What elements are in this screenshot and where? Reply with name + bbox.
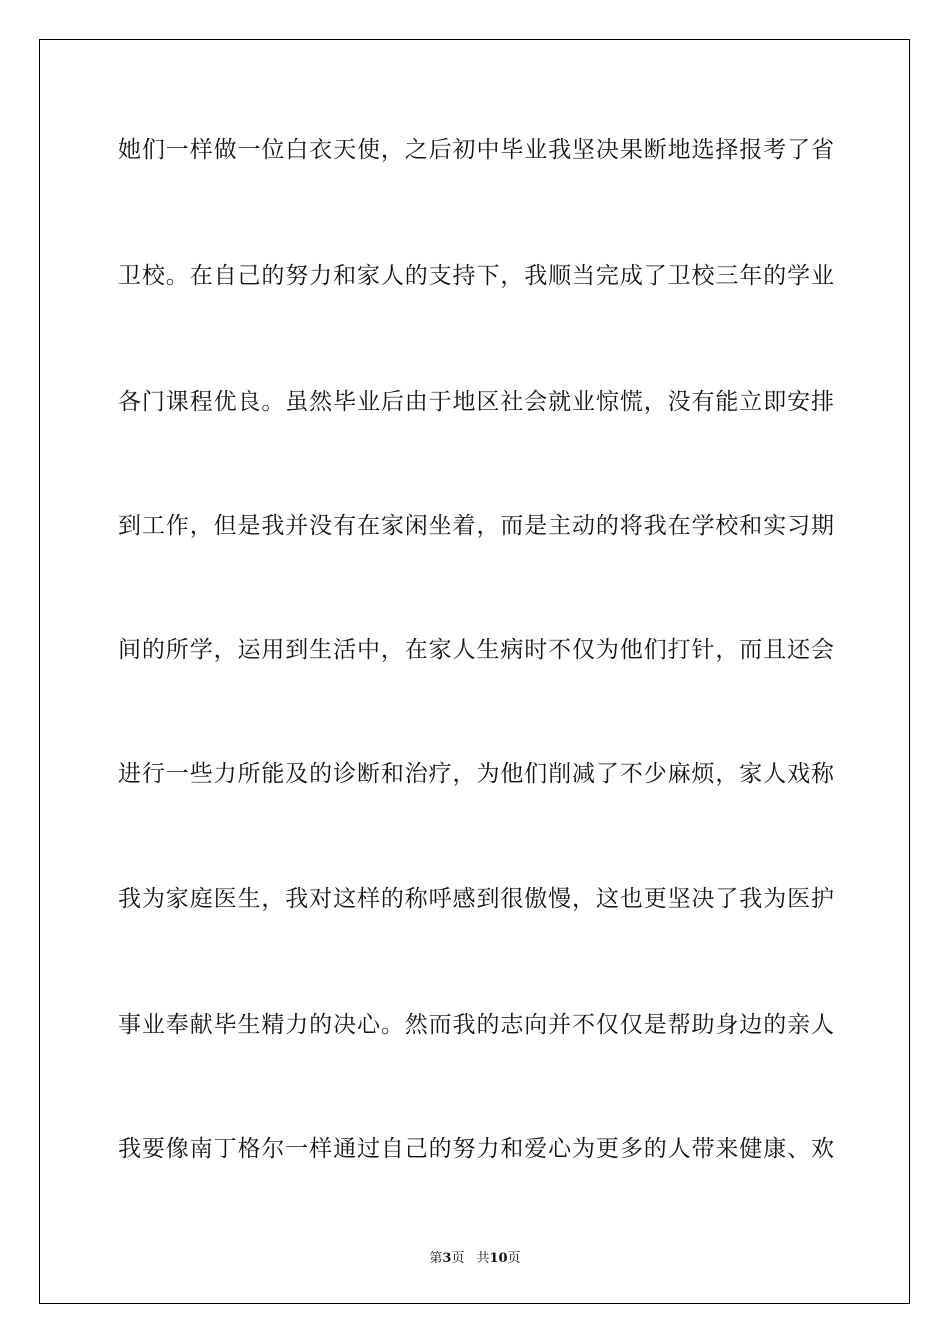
text-line: 进行一些力所能及的诊断和治疗，为他们削减了不少麻烦，家人戏称 [118,761,834,787]
page-border [39,39,910,1304]
text-line: 她们一样做一位白衣天使，之后初中毕业我坚决果断地选择报考了省 [118,137,834,163]
text-line: 间的所学，运用到生活中，在家人生病时不仅为他们打针，而且还会 [118,637,834,663]
text-line: 卫校。在自己的努力和家人的支持下，我顺当完成了卫校三年的学业 [118,263,834,289]
text-line: 事业奉献毕生精力的决心。然而我的志向并不仅仅是帮助身边的亲人 [118,1012,834,1038]
page-suffix: 页 [451,1251,465,1266]
text-line: 我要像南丁格尔一样通过自己的努力和爱心为更多的人带来健康、欢 [118,1136,834,1162]
text-line: 各门课程优良。虽然毕业后由于地区社会就业惊慌，没有能立即安排 [118,389,834,415]
text-line: 我为家庭医生，我对这样的称呼感到很傲慢，这也更坚决了我为医护 [118,886,834,912]
total-prefix: 共 [476,1251,490,1266]
total-suffix: 页 [507,1251,521,1266]
total-pages: 10 [489,1251,508,1266]
page-prefix: 第 [429,1251,443,1266]
page-footer [0,1247,950,1266]
page-number: 3 [442,1251,452,1266]
text-line: 到工作，但是我并没有在家闲坐着，而是主动的将我在学校和实习期 [118,513,834,539]
